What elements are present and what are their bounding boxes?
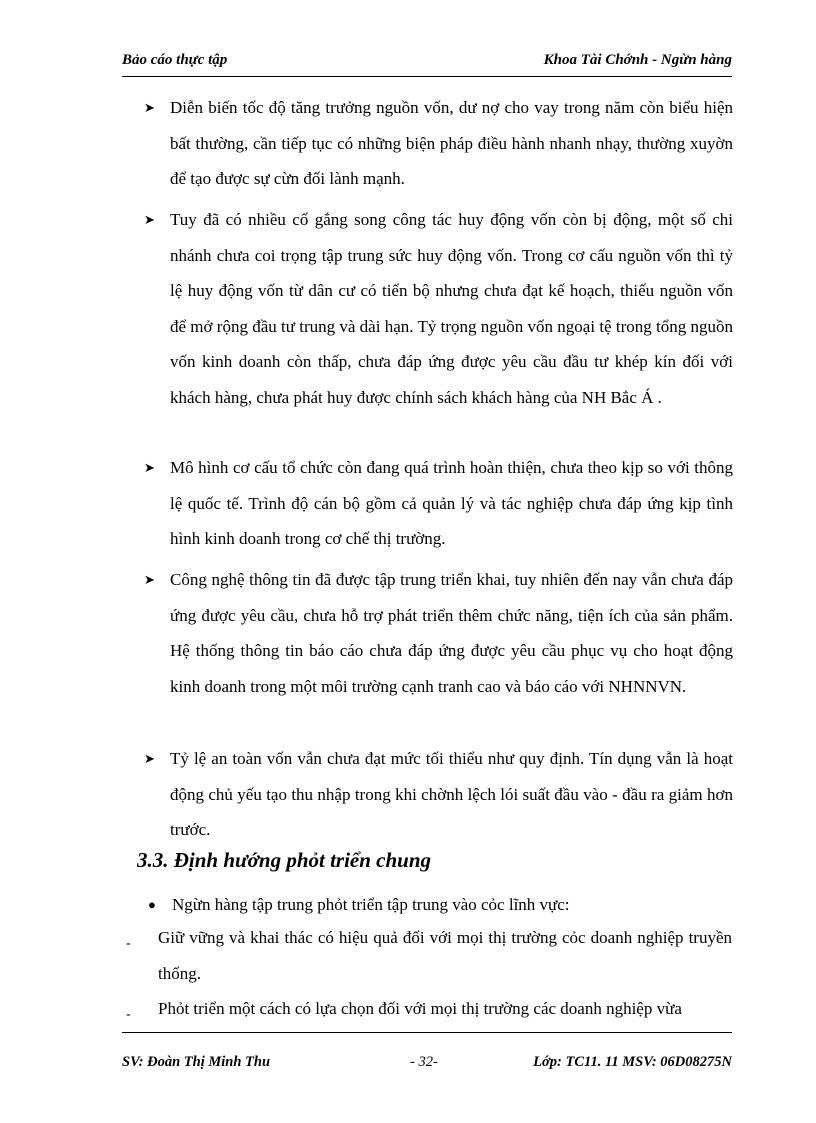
- arrow-bullet-icon: ➤: [144, 100, 155, 115]
- bullet-dot-icon: ●: [148, 897, 156, 912]
- bullet-item-3: [144, 450, 733, 557]
- page-header: [122, 50, 732, 77]
- dash-bullet-icon: -: [126, 936, 131, 951]
- dash-list-item-1: [126, 920, 732, 991]
- footer-page-number: - 32-: [410, 1054, 438, 1070]
- footer-divider: [122, 1032, 732, 1033]
- footer-student-name: SV: Đoàn Thị Minh Thu: [122, 1054, 271, 1070]
- arrow-bullet-icon: ➤: [144, 751, 155, 766]
- bullet-text: Mô hình cơ cấu tổ chức còn đang quá trình hoàn thiện, chưa theo kịp so với thông lệ quốc tế. Trình độ cán bộ gồm cả quản lý và tác nghiệp chưa đáp ứng kịp tình hình kinh doanh trong cơ chế thị trường.: [170, 458, 733, 548]
- section-heading: 3.3. Định hướng phỏt triển chung: [137, 848, 432, 872]
- dash-bullet-icon: -: [126, 1007, 131, 1022]
- arrow-bullet-icon: ➤: [144, 572, 155, 587]
- arrow-bullet-icon: ➤: [144, 212, 155, 227]
- bullet-item-4: [144, 562, 733, 704]
- arrow-bullet-icon: ➤: [144, 460, 155, 475]
- dot-list-item: [148, 887, 732, 923]
- dash-item-text: Giữ vững và khai thác có hiệu quả đối với mọi thị trường cỏc doanh nghiệp truyền thống.: [158, 928, 732, 983]
- bullet-item-5: [144, 741, 733, 848]
- bullet-text: Công nghệ thông tin đã được tập trung triển khai, tuy nhiên đến nay vẫn chưa đáp ứng được yêu cầu, chưa hỗ trợ phát triển thêm chức năng, tiện ích của sản phẩm. Hệ thống thông tin báo cáo chưa đáp ứng được yêu cầu phục vụ cho hoạt động kinh doanh trong một môi trường cạnh tranh cao và báo cáo với NHNNVN.: [170, 570, 733, 696]
- header-report-title: Bảo cáo thực tập: [122, 52, 228, 68]
- bullet-text: Tỷ lệ an toàn vốn vẫn chưa đạt mức tối thiểu như quy định. Tín dụng vẫn là hoạt động chủ yếu tạo thu nhập trong khi chờnh lệch lói suất đầu vào - đầu ra giảm hơn trước.: [170, 749, 733, 839]
- footer-class-info: Lớp: TC11. 11 MSV: 06D08275N: [533, 1054, 732, 1070]
- bullet-text: Diễn biến tốc độ tăng trưởng nguồn vốn, dư nợ cho vay trong năm còn biểu hiện bất thường, cần tiếp tục có những biện pháp điều hành nhanh nhạy, thường xuyờn để tạo được sự cừn đối lành mạnh.: [170, 98, 733, 188]
- bullet-item-2: [144, 202, 733, 415]
- dash-list-item-2: [126, 991, 732, 1027]
- page-footer: [122, 1054, 732, 1076]
- bullet-text: Tuy đã có nhiều cố gắng song công tác huy động vốn còn bị động, một số chi nhánh chưa coi trọng tập trung sức huy động vốn. Trong cơ cấu nguồn vốn thì tỷ lệ huy động vốn từ dân cư có tiến bộ nhưng chưa đạt kế hoạch, thiếu nguồn vốn để mở rộng đầu tư trung và dài hạn. Tỷ trọng nguồn vốn ngoại tệ trong tổng nguồn vốn kinh doanh còn thấp, chưa đáp ứng được yêu cầu đầu tư khép kín đối với khách hàng, chưa phát huy được chính sách khách hàng của NH Bắc Á .: [170, 210, 733, 407]
- dash-item-text: Phỏt triển một cách có lựa chọn đối với mọi thị trường các doanh nghiệp vừa: [158, 999, 682, 1018]
- dot-item-text: Ngừn hàng tập trung phỏt triển tập trung vào cỏc lĩnh vực:: [172, 895, 570, 914]
- header-faculty: Khoa Tài Chớnh - Ngừn hàng: [543, 52, 732, 68]
- bullet-item-1: [144, 90, 733, 197]
